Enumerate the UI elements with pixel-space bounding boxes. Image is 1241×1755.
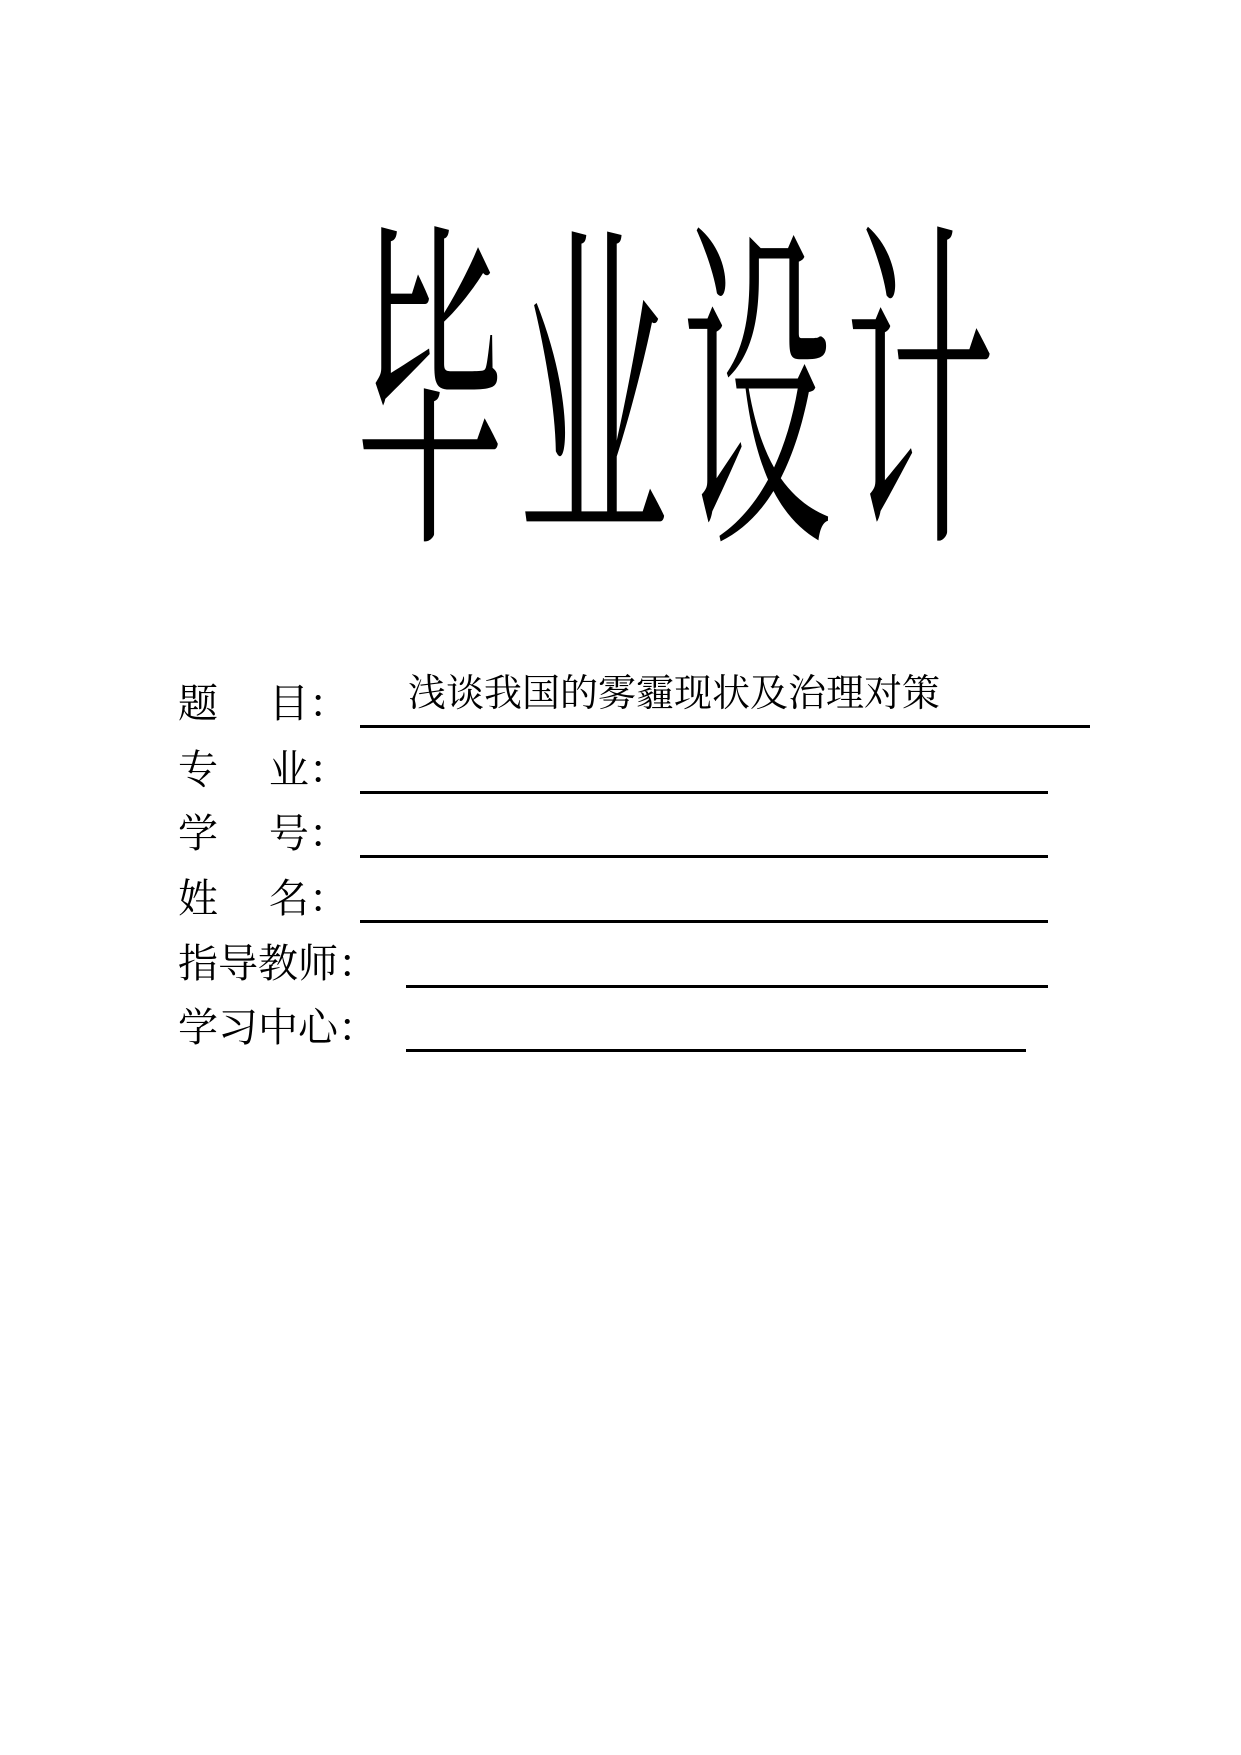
field-name <box>178 873 1058 925</box>
field-major-line <box>360 741 1048 794</box>
field-student-id-line <box>360 805 1048 858</box>
field-advisor-line <box>406 935 1048 988</box>
field-major-label: 专 业： <box>178 747 349 793</box>
field-topic-value: 浅谈我国的雾霾现状及治理对策 <box>408 671 941 715</box>
field-topic-line <box>360 671 1090 728</box>
field-study-center <box>178 1002 1058 1054</box>
title-char-4: 计 <box>844 197 995 598</box>
title-char-2: 业 <box>518 197 669 598</box>
field-student-id <box>178 808 1058 860</box>
field-major <box>178 744 1058 796</box>
field-topic <box>178 671 1098 730</box>
field-advisor-label: 指导教师： <box>178 941 378 987</box>
field-name-label: 姓 名： <box>178 876 349 922</box>
field-topic-label: 题 目： <box>178 681 349 727</box>
field-name-line <box>360 870 1048 923</box>
field-study-center-label: 学习中心： <box>178 1005 378 1051</box>
title-char-1: 毕 <box>355 197 506 598</box>
cover-title <box>355 197 995 598</box>
field-student-id-label: 学 号： <box>178 811 349 857</box>
field-study-center-line <box>406 999 1026 1052</box>
title-char-3: 设 <box>681 197 832 598</box>
field-advisor <box>178 938 1058 990</box>
